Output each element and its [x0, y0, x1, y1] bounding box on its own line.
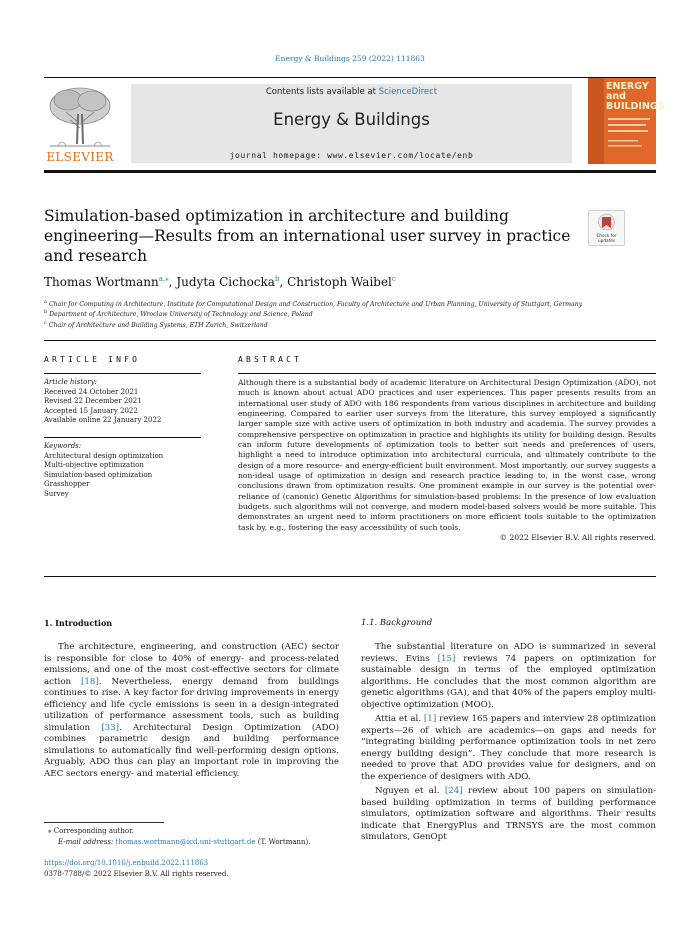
author-name: Judyta Cichocka: [176, 275, 275, 289]
author-separator: ,: [168, 275, 177, 289]
doi-block: [44, 858, 229, 879]
author-list: [44, 275, 396, 289]
background-paragraph: [361, 786, 656, 844]
keywords-rule: [44, 437, 201, 438]
keyword: Grasshopper: [44, 480, 90, 489]
keyword: Multi-objective optimization: [44, 461, 144, 470]
corresponding-author-note: [44, 826, 344, 837]
author-name: Thomas Wortmann: [44, 275, 159, 289]
bookmark-icon: [589, 211, 624, 233]
cover-title: ENERGY and BUILDINGS: [606, 81, 665, 112]
reference-link[interactable]: [15]: [437, 653, 456, 664]
reference-link[interactable]: [1]: [423, 714, 437, 724]
footnote: [44, 826, 344, 847]
keywords-label: Keywords:: [44, 442, 82, 450]
affiliation: [44, 299, 582, 308]
abstract-rule: [238, 373, 656, 374]
affiliations-rule: [44, 340, 656, 341]
background-text: reviews 74 papers on optimization for sustainable design in terms of the employed optimization algorithms. He concludes that the most common algorithm are genetic algorithms (GA), and that 40% of the papers employ multi-objective optimization (MOO).: [361, 653, 656, 710]
email-suffix: (T. Wortmann).: [255, 837, 311, 846]
affiliation-sup: c: [44, 320, 47, 326]
affiliation-sup: b: [44, 309, 48, 315]
reference-link[interactable]: [24]: [444, 786, 463, 796]
affiliation-sup: a: [44, 299, 47, 305]
header-bottom-rule: [44, 170, 656, 173]
background-text: Attia et al.: [375, 714, 424, 724]
email-link[interactable]: thomas.wortmann@icd.uni-stuttgart.de: [115, 837, 256, 846]
journal-homepage[interactable]: journal homepage: www.elsevier.com/locate/enb: [229, 151, 474, 160]
history-item: Accepted 15 January 2022: [44, 406, 138, 415]
background-text: review 165 papers and interview 28 optimization experts—26 of which are academics—on gaps and needs for “integrating building performance optimization tools in net zero energy building design”. They conclude that more research is needed to prove that ADO provides value for designers, and on the experience of designers with ADO.: [361, 714, 656, 782]
intro-paragraph: [44, 642, 339, 780]
keyword: Architectural design optimization: [44, 451, 164, 460]
journal-cover-image: [588, 78, 665, 164]
footnote-marker: ⁎: [48, 827, 52, 835]
affiliation-text: Department of Architecture, Wroclaw University of Technology and Science, Poland: [49, 311, 313, 319]
reference-link[interactable]: [33]: [101, 722, 120, 733]
affiliation: [44, 309, 313, 318]
check-updates-label: Check for updates: [596, 233, 617, 243]
abstract-copyright: © 2022 Elsevier B.V. All rights reserved.: [499, 533, 656, 543]
keyword: Survey: [44, 489, 69, 498]
intro-text: The architecture, engineering, and construction (AEC) sector is responsible for close to 40% of energy- and process-related emissions, and one of the most cost-effective sectors for climate action: [44, 642, 339, 687]
author-name: Christoph Waibel: [287, 275, 392, 289]
abstract-text: Although there is a substantial body of academic literature on Architectural Design Optimization (ADO), not much is known about actual ADO practices and user experiences. This paper presents results from an international user study of ADO with 186 respondents from various disciplines in architecture and building engineering. Compared to earlier user surveys from the literature, this survey employed a significantly larger sample size with active users of optimization in both industry and academia. The survey provides a comprehensive perspective on optimization in practice and highlights its utility for building design. Results can inform future developments of optimization tools to better suit needs and preferences of users, highlight a need to introduce optimization into architectural curricula, and ultimately contribute to the design of a more resource- and energy-efficient built environment. Most importantly, our survey suggests a non-ideal usage of optimization in design and research practice leading to, in the worst case, wrong conclusions drawn from optimization results. One prominent example in our survey is the potential over-reliance of (canonic) Genetic Algorithms for simulation-based problems: In the presence of low evaluation budgets, such algorithms will not converge, and modern model-based solvers would be more suitable. This demonstrates an urgent need to inform practitioners on more efficient tools suitable to the optimization task by, e.g., fostering the easy accessibility of such tools.: [238, 378, 656, 532]
email-line: [44, 837, 344, 848]
footnote-text: Corresponding author.: [53, 827, 134, 835]
footnote-rule: [44, 822, 164, 823]
background-paragraph: [361, 642, 656, 711]
reference-link[interactable]: [18]: [81, 676, 99, 687]
article-info-heading: ARTICLE INFO: [44, 355, 141, 364]
affiliation: [44, 320, 268, 329]
check-for-updates-button[interactable]: [588, 210, 625, 246]
contents-prefix: Contents lists available at: [265, 87, 379, 97]
affiliation-text: Chair for Computing in Architecture, Institute for Computational Design and Construction, Faculty of Architecture and Urban Planning, University of Stuttgart, Germany: [48, 301, 583, 309]
sciencedirect-link[interactable]: ScienceDirect: [378, 87, 438, 97]
introduction-body: [44, 642, 339, 780]
introduction-heading: 1. Introduction: [44, 618, 113, 628]
affiliation-text: Chair of Architecture and Building Systems, ETH Zurich, Switzerland: [48, 322, 268, 330]
intro-text: . Architectural Design Optimization (ADO) combines parametric design and building performance simulations to automatically find well-performing design options. Arguably, ADO thus can play an important role in improving the AEC sectors energy- and material efficiency.: [44, 722, 339, 779]
abstract-heading: ABSTRACT: [238, 355, 303, 364]
abstract-body: [238, 378, 656, 544]
author-affil-sup[interactable]: b: [274, 275, 280, 283]
history-item: Available online 22 January 2022: [44, 416, 162, 425]
article-info-rule: [44, 373, 201, 374]
history-item: Received 24 October 2021: [44, 387, 139, 396]
author-affil-sup[interactable]: c: [391, 275, 396, 283]
journal-citation[interactable]: Energy & Buildings 259 (2022) 111863: [275, 54, 425, 63]
history-item: Revised 22 December 2021: [44, 397, 142, 406]
background-text: The substantial literature on ADO is summarized in several reviews. Evins: [361, 642, 656, 664]
doi-link[interactable]: https://doi.org/10.1016/j.enbuild.2022.111863: [44, 859, 209, 867]
contents-line: [131, 87, 572, 97]
background-paragraph: [361, 714, 656, 783]
keyword: Simulation-based optimization: [44, 470, 153, 479]
intro-text: . Nevertheless, energy demand from buildings continues to rise. A key factor for driving improvements in energy efficiency and life cycle emissions is seen in a design-integrated utilization of performance assessment tools, such as building simulation: [44, 676, 339, 733]
journal-banner: [131, 84, 572, 163]
author-affil-sup[interactable]: a,⁎: [158, 275, 169, 283]
journal-name: Energy & Buildings: [273, 110, 430, 129]
background-heading: 1.1. Background: [361, 618, 433, 628]
issn-line: 0378-7788/© 2022 Elsevier B.V. All rights reserved.: [44, 869, 229, 878]
background-text: Nguyen et al.: [375, 786, 445, 796]
background-text: review about 100 papers on simulation-based building optimization in terms of building performance simulators, optimization software and algorithms. Their results indicate that EnergyPlus and TRNSYS are the most common simulators, GenOpt: [361, 786, 656, 842]
email-label: E-mail address:: [58, 837, 116, 846]
background-body: [361, 642, 656, 844]
author-separator: ,: [279, 275, 288, 289]
keywords: [44, 442, 204, 500]
history-label: Article history:: [44, 378, 98, 386]
header-top-rule: [44, 77, 656, 78]
article-history: [44, 378, 204, 426]
elsevier-wordmark: ELSEVIER: [46, 150, 114, 164]
abstract-bottom-rule: [44, 576, 656, 577]
paper-title: Simulation-based optimization in architecture and building engineering—Results from an international user survey in practice and research: [44, 207, 571, 265]
